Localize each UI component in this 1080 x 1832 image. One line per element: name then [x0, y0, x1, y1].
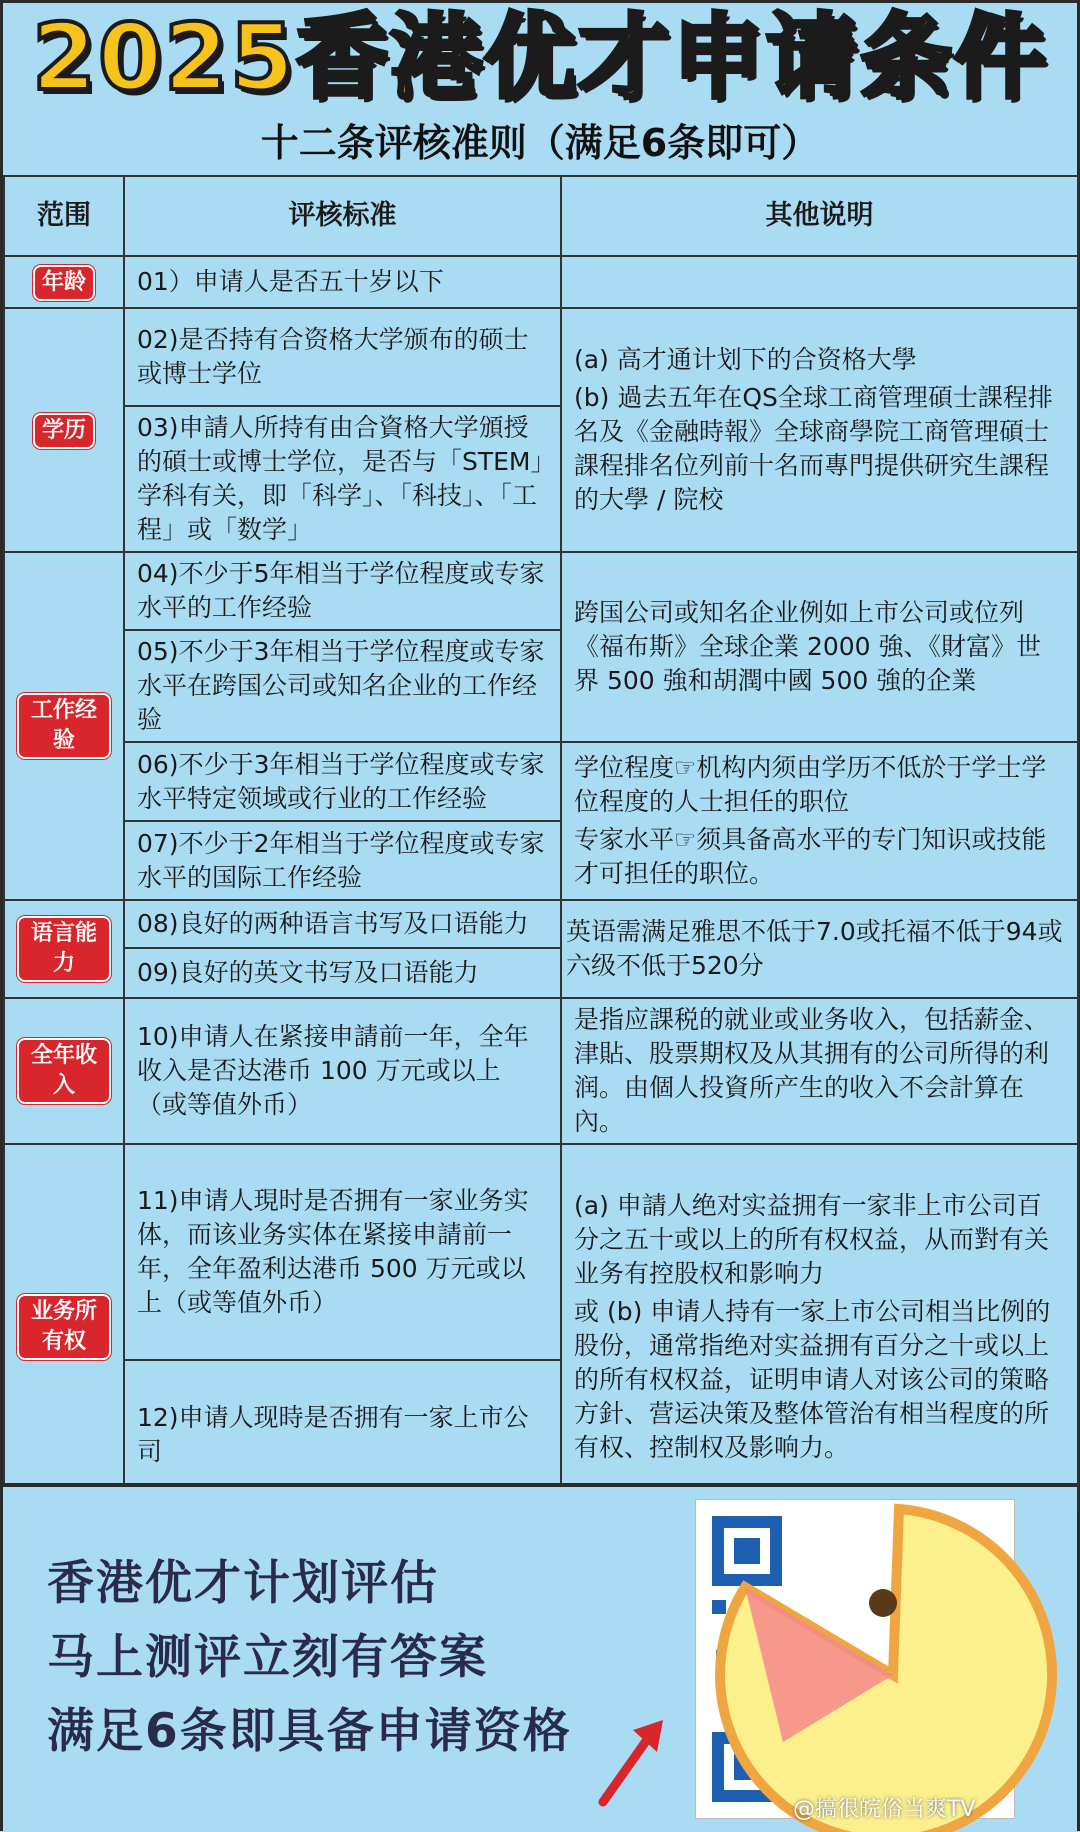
note-work-mnc: 跨国公司或知名企业例如上市公司或位列《福布斯》全球企業 2000 強、《財富》世界 500 強和胡潤中國 500 強的企業	[561, 552, 1078, 742]
watermark: @搞很皖俗当爽TV	[793, 1797, 976, 1822]
promo-section	[3, 1483, 1077, 1832]
page-subtitle: 十二条评核准则（满足6条即可）	[260, 121, 820, 165]
note-business-a: (a) 申請人绝对实益拥有一家非上市公司百分之五十或以上的所有权权益，从而對有关业务有控股权和影响力	[574, 1191, 1050, 1288]
header-scope: 范围	[4, 176, 124, 256]
criterion-08: 08)良好的两种语言书写及口语能力	[124, 900, 561, 948]
table-row	[4, 1144, 1078, 1360]
criterion-01: 01）申请人是否五十岁以下	[124, 256, 561, 308]
table-header-row	[4, 176, 1078, 256]
criterion-10: 10)申请人在紧接申請前一年，全年收入是否达港币 100 万元或以上（或等值外币）	[124, 998, 561, 1144]
header-notes: 其他说明	[561, 176, 1078, 256]
category-cell	[4, 900, 124, 998]
header-criteria: 评核标准	[124, 176, 561, 256]
criterion-02: 02)是否持有合资格大学颁布的硕士或博士学位	[124, 308, 561, 406]
category-cell	[4, 1144, 124, 1510]
red-arrow-icon	[593, 1712, 673, 1812]
table-row	[4, 308, 1078, 406]
category-cell	[4, 998, 124, 1144]
table-row	[4, 256, 1078, 308]
category-tag-language: 语言能力	[17, 916, 111, 982]
criterion-04: 04)不少于5年相当于学位程度或专家水平的工作经验	[124, 552, 561, 630]
criteria-table	[3, 175, 1079, 1511]
promo-text	[47, 1547, 572, 1769]
criterion-09: 09)良好的英文书写及口语能力	[124, 948, 561, 998]
criterion-11: 11)申请人現时是否拥有一家业务实体，而该业务实体在紧接申請前一年，全年盈利达港币 500 万元或以上（或等值外币）	[124, 1144, 561, 1360]
note-business	[561, 1144, 1078, 1510]
category-tag-education: 学历	[33, 413, 95, 449]
promo-line-1: 香港优才计划评估	[47, 1556, 439, 1611]
criterion-03: 03)申請人所持有由合資格大学頒授的碩士或博士学位，是否与「STEM」学科有关，即「科学」、「科技」、「工程」或「数学」	[124, 406, 561, 552]
mascot-pacman-icon	[693, 1497, 1080, 1832]
table-row	[4, 552, 1078, 630]
category-cell	[4, 552, 124, 900]
criterion-06: 06)不少于3年相当于学位程度或专家水平特定领域或行业的工作经验	[124, 742, 561, 821]
criterion-07: 07)不少于2年相当于学位程度或专家水平的国际工作经验	[124, 821, 561, 900]
note-education	[561, 308, 1078, 552]
category-tag-age: 年龄	[33, 265, 95, 301]
category-tag-business: 业务所有权	[17, 1294, 111, 1360]
promo-line-2: 马上测评立刻有答案	[47, 1630, 488, 1685]
note-empty	[561, 256, 1078, 308]
note-income: 是指应課税的就业或业务收入，包括薪金、津貼、股票期权及从其拥有的公司所得的利润。由個人投資所产生的收入不会計算在內。	[561, 998, 1078, 1144]
table-row	[4, 900, 1078, 948]
category-tag-income: 全年收入	[17, 1038, 111, 1104]
note-business-b: 或 (b) 申请人持有一家上市公司相当比例的股份，通常指绝对实益拥有百分之十或以上的所有权权益，证明申请人对该公司的策略方針、营运决策及整体管治有相当程度的所有权、控制权及影响力。	[574, 1297, 1051, 1462]
criterion-12: 12)申请人现時是否拥有一家上市公司	[124, 1360, 561, 1510]
note-work-levels	[561, 742, 1078, 900]
note-work-degree: 学位程度☞机构内须由学历不低於于学士学位程度的人士担任的职位	[574, 753, 1047, 816]
table-row	[4, 998, 1078, 1144]
table-row	[4, 742, 1078, 821]
note-education-a: (a) 高才通计划下的合资格大學	[574, 345, 917, 374]
note-language: 英语需满足雅思不低于7.0或托福不低于94或六级不低于520分	[561, 900, 1078, 998]
promo-line-3: 满足6条即具备申请资格	[47, 1704, 572, 1759]
category-cell	[4, 256, 124, 308]
note-education-b: (b) 過去五年在QS全球工商管理碩士課程排名及《金融時報》全球商學院工商管理碩士課程排名位列前十名而專門提供研究生課程的大學 / 院校	[574, 383, 1053, 514]
category-tag-work: 工作经验	[17, 693, 111, 759]
page-title: 2025香港优才申请条件	[31, 4, 1049, 111]
criterion-05: 05)不少于3年相当于学位程度或专家水平在跨国公司或知名企业的工作经验	[124, 630, 561, 742]
note-work-expert: 专家水平☞须具备高水平的专门知识或技能才可担任的职位。	[574, 825, 1047, 888]
category-cell	[4, 308, 124, 552]
